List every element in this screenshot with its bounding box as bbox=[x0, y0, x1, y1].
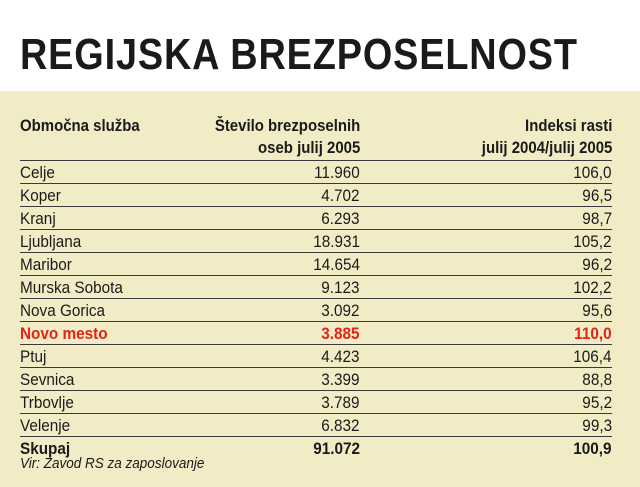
index-cell: 95,2 bbox=[582, 393, 612, 412]
index-cell: 95,6 bbox=[582, 301, 612, 320]
unemployed-cell: 91.072 bbox=[313, 439, 360, 458]
table-row bbox=[20, 276, 612, 299]
region-cell: Celje bbox=[20, 163, 55, 182]
table-row bbox=[20, 207, 612, 230]
index-cell: 106,0 bbox=[573, 163, 612, 182]
table-row bbox=[20, 368, 612, 391]
region-cell: Novo mesto bbox=[20, 324, 108, 343]
index-cell: 96,2 bbox=[582, 255, 612, 274]
region-cell: Koper bbox=[20, 186, 61, 205]
table-row bbox=[20, 184, 612, 207]
page-title: REGIJSKA BREZPOSELNOST bbox=[20, 30, 578, 79]
index-cell: 106,4 bbox=[573, 347, 612, 366]
unemployed-cell: 4.702 bbox=[321, 186, 360, 205]
unemployed-cell: 18.931 bbox=[313, 232, 360, 251]
region-cell: Ptuj bbox=[20, 347, 47, 366]
table-row bbox=[20, 414, 612, 437]
index-cell: 99,3 bbox=[582, 416, 612, 435]
unemployed-cell: 11.960 bbox=[314, 163, 360, 182]
header-growth-line2: julij 2004/julij 2005 bbox=[481, 138, 612, 157]
source-note: Vir: Zavod RS za zaposlovanje bbox=[20, 455, 205, 472]
region-cell: Maribor bbox=[20, 255, 72, 274]
unemployed-cell: 14.654 bbox=[313, 255, 360, 274]
header-unemployed bbox=[215, 115, 360, 159]
unemployed-cell: 3.399 bbox=[321, 370, 360, 389]
index-cell: 105,2 bbox=[573, 232, 612, 251]
header-region bbox=[20, 115, 140, 137]
region-cell: Velenje bbox=[20, 416, 71, 435]
table-row bbox=[20, 160, 612, 184]
region-cell: Trbovlje bbox=[20, 393, 74, 412]
table-body bbox=[20, 160, 612, 459]
unemployed-cell: 3.789 bbox=[321, 393, 360, 412]
title-bar bbox=[0, 0, 640, 91]
table-row bbox=[20, 391, 612, 414]
region-cell: Skupaj bbox=[20, 439, 71, 458]
table-row bbox=[20, 299, 612, 322]
table-row-highlighted bbox=[20, 322, 612, 345]
region-cell: Kranj bbox=[20, 209, 56, 228]
header-unemployed-line2: oseb julij 2005 bbox=[257, 138, 360, 157]
unemployed-cell: 3.092 bbox=[321, 301, 360, 320]
index-cell: 96,5 bbox=[582, 186, 612, 205]
unemployed-cell: 3.885 bbox=[321, 324, 360, 343]
region-cell: Murska Sobota bbox=[20, 278, 123, 297]
region-cell: Nova Gorica bbox=[20, 301, 106, 320]
unemployed-cell: 4.423 bbox=[321, 347, 360, 366]
unemployed-cell: 6.293 bbox=[321, 209, 360, 228]
header-unemployed-line1: Število brezposelnih bbox=[214, 116, 360, 135]
table-header bbox=[20, 115, 612, 163]
index-cell: 100,9 bbox=[573, 439, 612, 458]
table-row bbox=[20, 345, 612, 368]
region-cell: Ljubljana bbox=[20, 232, 82, 251]
index-cell: 110,0 bbox=[574, 324, 612, 343]
header-growth-index bbox=[481, 115, 612, 159]
header-growth-line1: Indeksi rasti bbox=[524, 116, 612, 135]
region-cell: Sevnica bbox=[20, 370, 75, 389]
index-cell: 98,7 bbox=[582, 209, 612, 228]
header-region-label: Območna služba bbox=[20, 116, 140, 135]
index-cell: 88,8 bbox=[582, 370, 612, 389]
index-cell: 102,2 bbox=[573, 278, 612, 297]
table-row bbox=[20, 230, 612, 253]
unemployed-cell: 6.832 bbox=[321, 416, 360, 435]
table-row bbox=[20, 253, 612, 276]
unemployed-cell: 9.123 bbox=[321, 278, 360, 297]
